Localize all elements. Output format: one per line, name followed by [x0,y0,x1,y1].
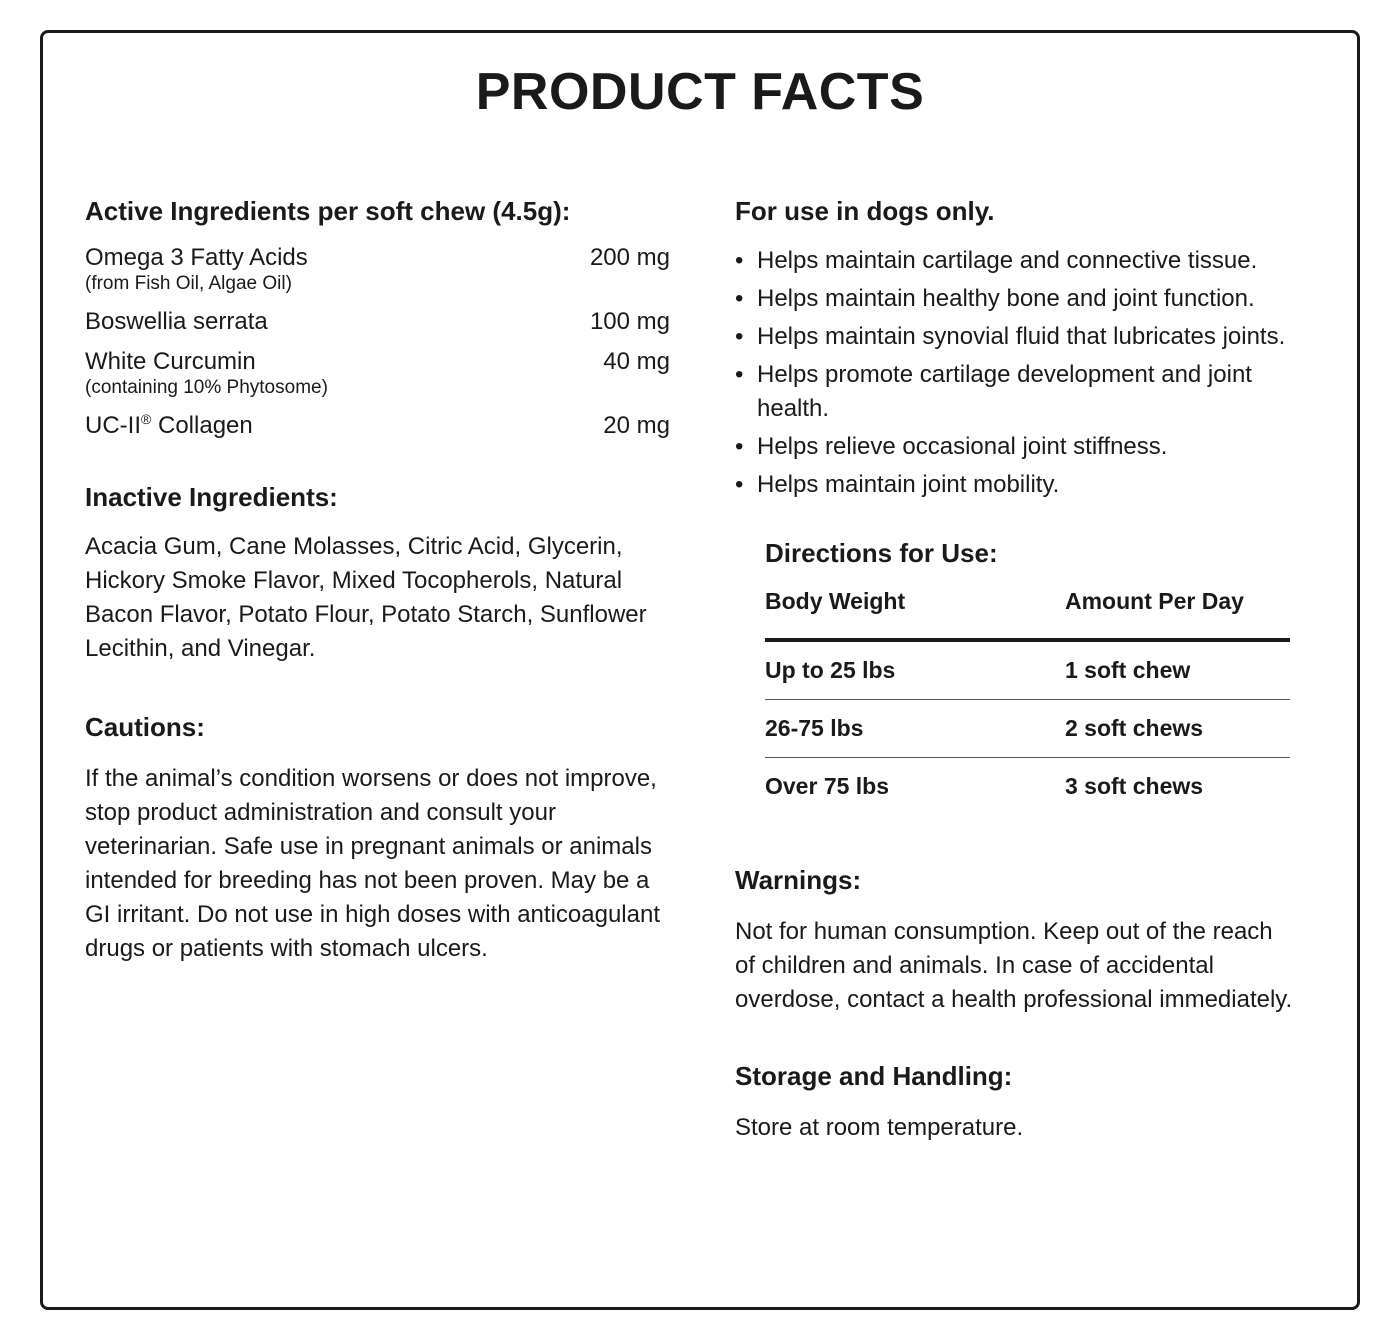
ingredient-amount: 40 mg [603,348,670,375]
weight-cell: Up to 25 lbs [765,657,896,683]
benefit-item: • Helps maintain synovial fluid that lubricates joints. [735,320,1295,354]
ingredient-name-suffix: Collagen [151,412,253,439]
directions-heading: Directions for Use: [765,538,998,568]
benefit-item: • Helps maintain cartilage and connective tissue. [735,244,1295,278]
active-ingredients-heading: Active Ingredients per soft chew (4.5g): [85,196,571,226]
cautions-heading: Cautions: [85,712,205,742]
amount-cell: 3 soft chews [1065,773,1204,799]
weight-cell: Over 75 lbs [765,773,890,799]
benefit-item: • Helps maintain healthy bone and joint function. [735,282,1295,316]
right-column [735,196,1295,1145]
ingredient-name: White Curcumin [85,348,256,375]
ingredient-name: Omega 3 Fatty Acids [85,244,308,271]
ingredient-row [85,308,670,336]
ingredient-row [85,244,670,296]
page-title: PRODUCT FACTS [475,63,925,121]
ingredient-source: (from Fish Oil, Algae Oil) [85,273,292,294]
inactive-ingredients-text: Acacia Gum, Cane Molasses, Citric Acid, Glycerin, Hickory Smoke Flavor, Mixed Tocopherols, Natural Bacon Flavor, Potato Flour, Potato Starch, Sunflower Lecithin, and Vinegar. [85,533,647,662]
cautions-text: If the animal’s condition worsens or does not improve, stop product administration and consult your veterinarian. Safe use in pregnant animals or animals intended for breeding has not been proven. May be a GI irritant. Do not use in high doses with anticoagulant drugs or patients with stomach ulcers. [85,765,660,962]
use-heading: For use in dogs only. [735,196,995,226]
registered-mark: ® [141,411,152,427]
amount-cell: 2 soft chews [1065,715,1204,741]
ingredient-name-base: UC-II [85,412,141,439]
table-row [765,640,1290,700]
ingredient-amount: 200 mg [589,244,670,271]
benefits-list [735,244,1295,502]
warnings-heading: Warnings: [735,865,862,895]
weight-cell: 26-75 lbs [765,715,864,741]
storage-heading: Storage and Handling: [735,1061,1013,1091]
column-header-body-weight: Body Weight [765,588,906,614]
warnings-text: Not for human consumption. Keep out of the reach of children and animals. In case of accidental overdose, contact a health professional immediately. [735,918,1293,1013]
ingredient-amount: 20 mg [603,412,670,439]
ingredient-source: (containing 10% Phytosome) [85,377,328,398]
table-row [765,758,1290,816]
directions-table [765,588,1290,815]
left-column [85,196,670,966]
directions-block [765,538,1290,815]
ingredient-name: Boswellia serrata [85,308,268,335]
benefit-item: • Helps relieve occasional joint stiffness. [735,430,1295,464]
directions-header-row [765,588,1290,640]
active-ingredients-list [85,244,670,440]
benefit-item: • Helps promote cartilage development and joint health. [735,358,1295,426]
amount-cell: 1 soft chew [1065,657,1191,683]
table-row [765,700,1290,758]
ingredient-name [85,412,670,440]
benefit-item: • Helps maintain joint mobility. [735,468,1295,502]
inactive-ingredients-heading: Inactive Ingredients: [85,482,338,512]
ingredient-row [85,348,670,400]
ingredient-amount: 100 mg [589,308,670,335]
column-header-amount: Amount Per Day [1065,588,1244,614]
storage-text: Store at room temperature. [735,1114,1024,1141]
ingredient-row [85,412,670,440]
